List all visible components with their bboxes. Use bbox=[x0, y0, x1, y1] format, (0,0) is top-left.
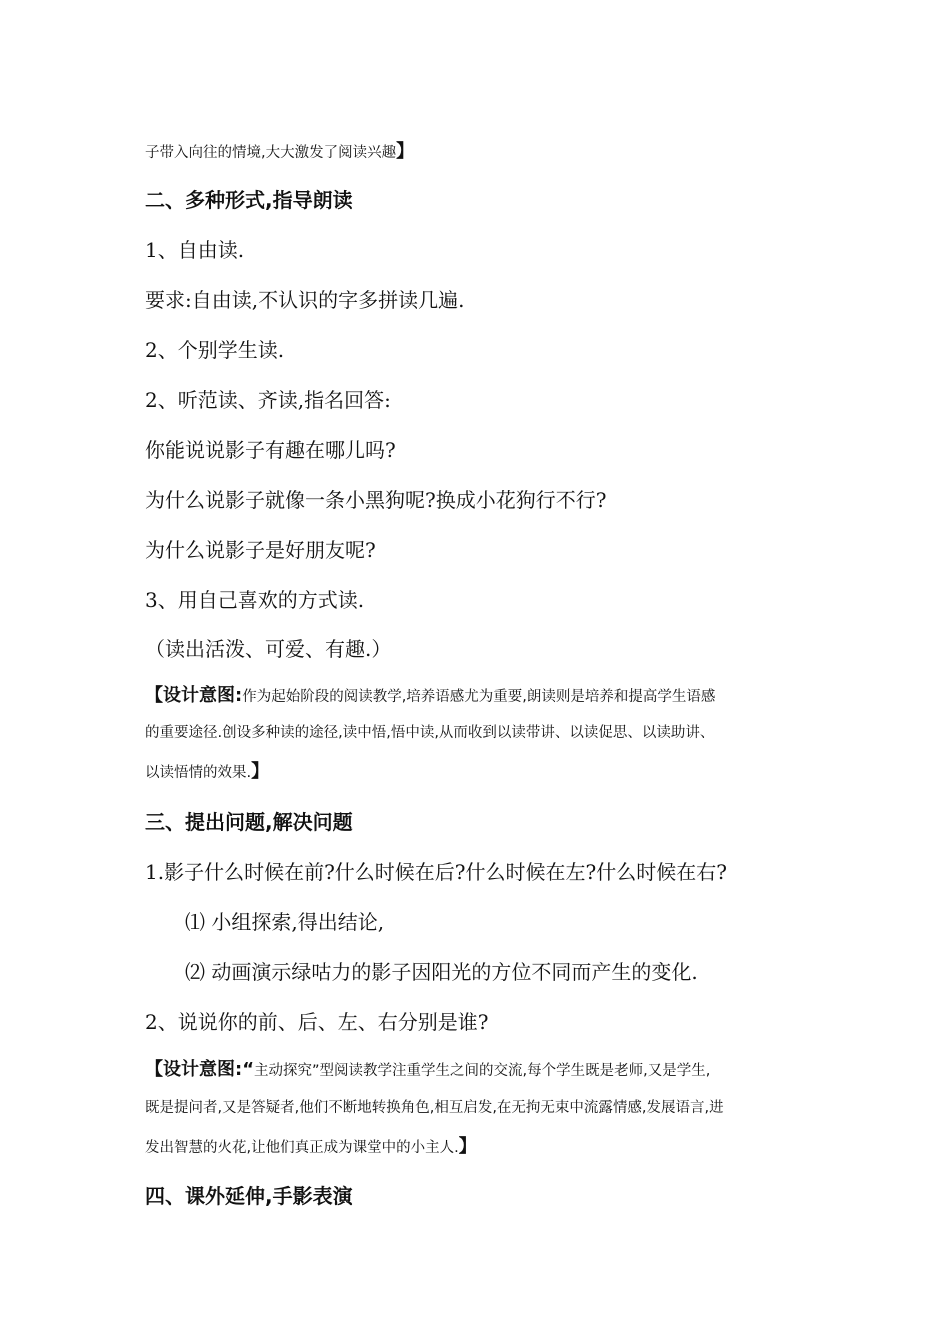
design-note-2-text-c: 发出智慧的火花,让他们真正成为课堂中的小主人. bbox=[145, 1140, 459, 1156]
question-1: 你能说说影子有趣在哪儿吗? bbox=[145, 438, 396, 462]
design-note-1-line-2: 的重要途径.创设多种读的途径,读中悟,悟中读,从而收到以读带讲、以读促思、以读助讲、 bbox=[145, 725, 715, 741]
requirement-line: 要求:自由读,不认识的字多拼读几遍. bbox=[145, 288, 465, 312]
substep-animation-demo: ⑵ 动画演示绿咕力的影子因阳光的方位不同而产生的变化. bbox=[185, 960, 698, 984]
step-individual-reading: 2、个别学生读. bbox=[145, 338, 285, 362]
reading-tone-note: （读出活泼、可爱、有趣.） bbox=[145, 637, 392, 661]
step-free-reading: 1、自由读. bbox=[145, 238, 245, 262]
question-surroundings: 2、说说你的前、后、左、右分别是谁? bbox=[145, 1010, 489, 1034]
design-note-2-close-bracket: 】 bbox=[458, 1136, 477, 1157]
design-note-1-label: 【设计意图: bbox=[145, 685, 243, 706]
section-heading-3: 三、提出问题,解决问题 bbox=[145, 810, 353, 834]
question-shadow-position: 1.影子什么时候在前?什么时候在后?什么时候在左?什么时候在右? bbox=[145, 860, 727, 884]
intro-note-close-bracket: 】 bbox=[396, 141, 415, 162]
intro-note-text: 子带入向往的情境,大大激发了阅读兴趣 bbox=[145, 145, 397, 161]
design-note-2-line-3 bbox=[145, 1136, 477, 1159]
design-note-1-text-c: 以读悟情的效果. bbox=[145, 765, 252, 781]
section-heading-4: 四、课外延伸,手影表演 bbox=[145, 1184, 353, 1208]
design-note-1-line-1 bbox=[145, 685, 715, 708]
intro-note-tail bbox=[145, 141, 414, 164]
design-note-2-line-1 bbox=[145, 1059, 710, 1082]
step-listen-read: 2、听范读、齐读,指名回答: bbox=[145, 388, 391, 412]
design-note-2-label: 【设计意图: bbox=[145, 1059, 243, 1080]
question-2: 为什么说影子就像一条小黑狗呢?换成小花狗行不行? bbox=[145, 488, 607, 512]
section-heading-2: 二、多种形式,指导朗读 bbox=[145, 188, 353, 212]
question-3: 为什么说影子是好朋友呢? bbox=[145, 538, 376, 562]
design-note-2-open-quote: “ bbox=[242, 1059, 255, 1080]
design-note-1-line-3 bbox=[145, 761, 269, 784]
design-note-1-close-bracket: 】 bbox=[251, 761, 270, 782]
design-note-1-text-a: 作为起始阶段的阅读教学,培养语感尤为重要,朗读则是培养和提高学生语感 bbox=[242, 689, 716, 705]
step-favorite-way: 3、用自己喜欢的方式读. bbox=[145, 588, 365, 612]
design-note-2-line-2: 既是提问者,又是答疑者,他们不断地转换角色,相互启发,在无拘无束中流露情感,发展语言,进 bbox=[145, 1100, 724, 1116]
substep-group-explore: ⑴ 小组探索,得出结论, bbox=[185, 910, 385, 934]
design-note-2-text-a: 主动探究”型阅读教学注重学生之间的交流,每个学生既是老师,又是学生, bbox=[254, 1063, 711, 1079]
